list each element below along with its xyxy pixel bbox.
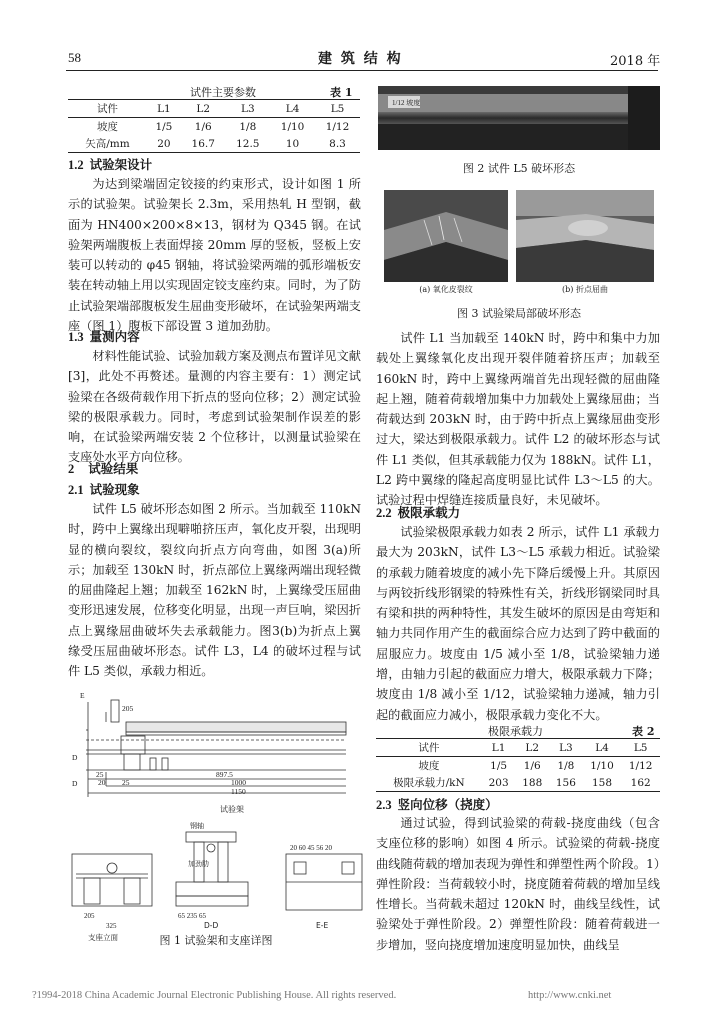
section-title: 极限承载力 xyxy=(397,505,461,520)
figure3b-caption: (b) 折点屈曲 xyxy=(562,285,608,294)
right-paragraph-1 xyxy=(376,328,660,511)
section-number: 1.3 xyxy=(68,330,84,344)
paragraph: 为达到梁端固定铰接的约束形式，设计如图 1 所示的试验架。试验架长 2.3m，采用热轧 H 型钢，截面为 HN400×200×8×13，钢材为 Q345 钢。在试验架两端腹板上表面焊接 20mm 厚的竖板，竖板上安装可以转动的 φ45 钢轴，将试验梁两端的弧形端板安装在转动轴上用以实现固定铰支座约束。同时，为了防止试验架端部腹板发生屈曲变形破坏，在试验架两端支座（图 1）腹板下部设置 3 道加劲肋。 xyxy=(68,177,361,334)
dim-label: 205 xyxy=(122,704,134,713)
paragraph: 材料性能试验、试验加载方案及测点布置详见文献[3]，此处不再赘述。量测的内容主要有：1）测定试验梁在各级荷载作用下折点的竖向位移；2）测定试验梁的极限承载力。同时，考虑到试验架制作误差的影响，在试验梁两端安装 2 个位移计，以测量试验梁在支座处水平方向位移。 xyxy=(68,349,361,465)
table-cell: 1/12 xyxy=(628,759,653,772)
section-title: 试验现象 xyxy=(89,482,140,497)
table-cell: 1/5 xyxy=(490,759,508,772)
section-title: 试验结果 xyxy=(88,461,139,476)
figure2-caption: 图 2 试件 L5 破坏形态 xyxy=(462,162,576,175)
shaft-label: 钢轴 xyxy=(190,822,204,830)
section-1-3-body xyxy=(68,346,361,468)
section-2-3-heading xyxy=(376,795,498,813)
table-cell: L5 xyxy=(315,100,360,118)
table-cell: 试件 xyxy=(376,739,482,757)
view-label: D-D xyxy=(204,921,219,930)
section-title: 竖向位移（挠度） xyxy=(397,797,498,812)
table-cell: L1 xyxy=(482,739,516,757)
figure1-drawing xyxy=(66,682,366,942)
section-number: 2.3 xyxy=(376,798,392,812)
table-cell: L2 xyxy=(515,739,549,757)
page-number: 58 xyxy=(68,50,81,65)
table-row xyxy=(376,774,660,792)
table2 xyxy=(376,738,660,792)
section-2-1-body xyxy=(68,499,361,682)
dim-label: 25 xyxy=(96,770,104,779)
table-cell: 坡度 xyxy=(96,121,118,133)
section-title: 量测内容 xyxy=(89,329,140,344)
table-cell: 8.3 xyxy=(315,135,360,153)
paragraph: 试验梁极限承载力如表 2 所示，试件 L1 承载力最大为 203kN，试件 L3～L5 承载力相近。试验梁的承载力随着坡度的减小先下降后缓慢上升。其原因与两铰折线形钢梁的特殊性有关，折线形钢梁同时具有梁和拱的两种特性，其发生破坏的原因是由弯矩和轴力共同作用产生的截面综合应力达到了跨中截面的屈服应力。坡度由 1/5 减小至 1/8，试验梁轴力递增，由轴力引起的截面应力增大，极限承载力下降；坡度由 1/8 减小至 1/12，试验梁轴力递减，轴力引起的截面应力减小，极限承载力变化不大。 xyxy=(376,525,660,722)
section-1-2-body xyxy=(68,174,361,336)
dim-label: 1150 xyxy=(231,787,246,796)
paragraph: 通过试验，得到试验梁的荷载-挠度曲线（包含支座位移的影响）如图 4 所示。试验梁的荷载-挠度曲线随荷载的增加表现为弹性和弹塑性两个阶段。1）弹性阶段：当荷载较小时，挠度随着荷载的增加呈线性增长。当荷载未超过 120kN 时，曲线呈线性，试验梁处于弹性阶段。2）弹塑性阶段：随着荷载进一步增加，竖向挠度增加速度明显加快，曲线呈 xyxy=(376,816,660,952)
figure3-caption: 图 3 试验梁局部破坏形态 xyxy=(457,307,581,320)
table-cell: L4 xyxy=(270,100,315,118)
table-cell: L4 xyxy=(583,739,622,757)
table-cell: 10 xyxy=(270,135,315,153)
figure1-caption: 图 1 试验架和支座详图 xyxy=(159,934,273,947)
table-cell: 156 xyxy=(549,774,583,792)
paragraph: 试件 L5 破坏形态如图 2 所示。当加载至 110kN 时，跨中上翼缘出现噼啪挤压声，氧化皮开裂，出现明显的横向裂纹，裂纹向折点方向弯曲，如图 3(a)所示；加载至 130kN 时，折点部位上翼缘两端出现轻微的屈曲隆起上翘；加载至 162kN 时，上翼缘受压屈曲变形迅速发展，位移变化明显，出现一声巨响，梁因折点上翼缘屈曲破坏失去承载能力。图3(b)为折点上翼缘受压屈曲破坏形态。试件 L3，L4 的破坏过程与试件 L5 类似，承载力相近。 xyxy=(68,502,361,679)
year-label: 2018 年 xyxy=(610,54,661,69)
table-row xyxy=(68,100,360,118)
table-cell: 1/12 xyxy=(325,120,350,133)
dim-label: D xyxy=(72,779,78,788)
footer-copyright: ?1994-2018 China Academic Journal Electronic Publishing House. All rights reserved. xyxy=(32,990,397,1001)
figure2-tag: 1/12 坡度 xyxy=(392,99,421,107)
table-cell: L3 xyxy=(226,100,271,118)
dim-label: 65 235 65 xyxy=(178,912,206,920)
header-rule xyxy=(66,70,658,71)
section-2-2-body xyxy=(376,522,660,725)
table-row xyxy=(376,757,660,775)
table-cell: 1/10 xyxy=(590,759,614,772)
table-cell: 162 xyxy=(621,774,660,792)
table-cell: L5 xyxy=(621,739,660,757)
section-2-heading xyxy=(68,459,138,477)
paragraph: 试件 L1 当加载至 140kN 时，跨中和集中力加载处上翼缘氧化皮出现开裂伴随着挤压声；加载至 160kN 时，跨中上翼缘两端首先出现轻微的屈曲隆起上翘，随着荷载增加集中力加载处上翼缘屈曲；当荷载达到 203kN 时，由于跨中折点上翼缘屈曲变形过大，梁达到极限承载力。试件 L2 的破坏形态与试件 L1 类似，但其承载能力仅为 188kN。试件 L1，L2 跨中翼缘的隆起高度明显比试件 L3～L5 的大。试验过程中焊缝连接质量良好，未见破坏。 xyxy=(376,331,660,508)
table-cell: 158 xyxy=(583,774,622,792)
dim-label: D xyxy=(72,753,78,762)
dim-label: E xyxy=(80,691,85,700)
table-cell: 203 xyxy=(482,774,516,792)
figure3a-photo xyxy=(384,190,508,282)
table-cell: 1/8 xyxy=(557,759,575,772)
section-2-3-body xyxy=(376,813,660,955)
table-cell: 1/6 xyxy=(194,120,212,133)
table1 xyxy=(68,99,360,153)
dim-label: 25 xyxy=(122,778,130,787)
table-cell: 试件 xyxy=(68,100,147,118)
section-1-3-heading xyxy=(68,327,140,345)
section-number: 2.1 xyxy=(68,483,84,497)
table-row xyxy=(68,118,360,136)
dim-label: 1000 xyxy=(231,778,246,787)
dim-label: 20 xyxy=(98,778,106,787)
table-cell: 1/8 xyxy=(239,120,257,133)
dim-label: 897.5 xyxy=(216,770,233,779)
table1-title: 试件主要参数 xyxy=(190,86,256,99)
section-2-1-heading xyxy=(68,480,140,498)
footer-url: http://www.cnki.net xyxy=(528,990,612,1001)
table-cell: 极限承载力/kN xyxy=(376,774,482,792)
dim-label: 205 xyxy=(84,912,95,920)
table-cell: 12.5 xyxy=(226,135,271,153)
table2-title: 极限承载力 xyxy=(488,725,543,738)
table-cell: 20 xyxy=(147,135,181,153)
table-cell: 坡度 xyxy=(418,760,440,772)
table-cell: L2 xyxy=(181,100,226,118)
table-cell: 1/5 xyxy=(155,120,173,133)
table-cell: 矢高/mm xyxy=(68,135,147,153)
table-row xyxy=(376,739,660,757)
table-cell: 1/10 xyxy=(280,120,305,133)
figure3a-caption: (a) 氧化皮裂纹 xyxy=(419,285,473,294)
table1-label: 表 1 xyxy=(330,86,353,99)
table-row xyxy=(68,135,360,153)
journal-title: 建 筑 结 构 xyxy=(318,51,403,67)
section-number: 1.2 xyxy=(68,158,84,172)
table-cell: L1 xyxy=(147,100,181,118)
table-cell: L3 xyxy=(549,739,583,757)
section-title: 试验架设计 xyxy=(89,157,153,172)
dim-label: 20 60 45 56 20 xyxy=(290,844,332,852)
stiffener-label: 加劲肋 xyxy=(188,860,209,868)
table-cell: 188 xyxy=(515,774,549,792)
section-number: 2.2 xyxy=(376,506,392,520)
dim-label: 325 xyxy=(106,922,117,930)
figure3b-photo xyxy=(516,190,654,282)
figure2-photo xyxy=(378,86,660,150)
figure1-top-caption: 试验架 xyxy=(220,805,244,814)
section-number: 2 xyxy=(68,462,75,476)
view-label: 支座立面 xyxy=(88,933,118,942)
view-label: E-E xyxy=(316,921,329,930)
table-cell: 16.7 xyxy=(181,135,226,153)
table2-label: 表 2 xyxy=(632,725,655,738)
table-cell: 1/6 xyxy=(523,759,541,772)
section-2-2-heading xyxy=(376,503,460,521)
section-1-2-heading xyxy=(68,155,152,173)
